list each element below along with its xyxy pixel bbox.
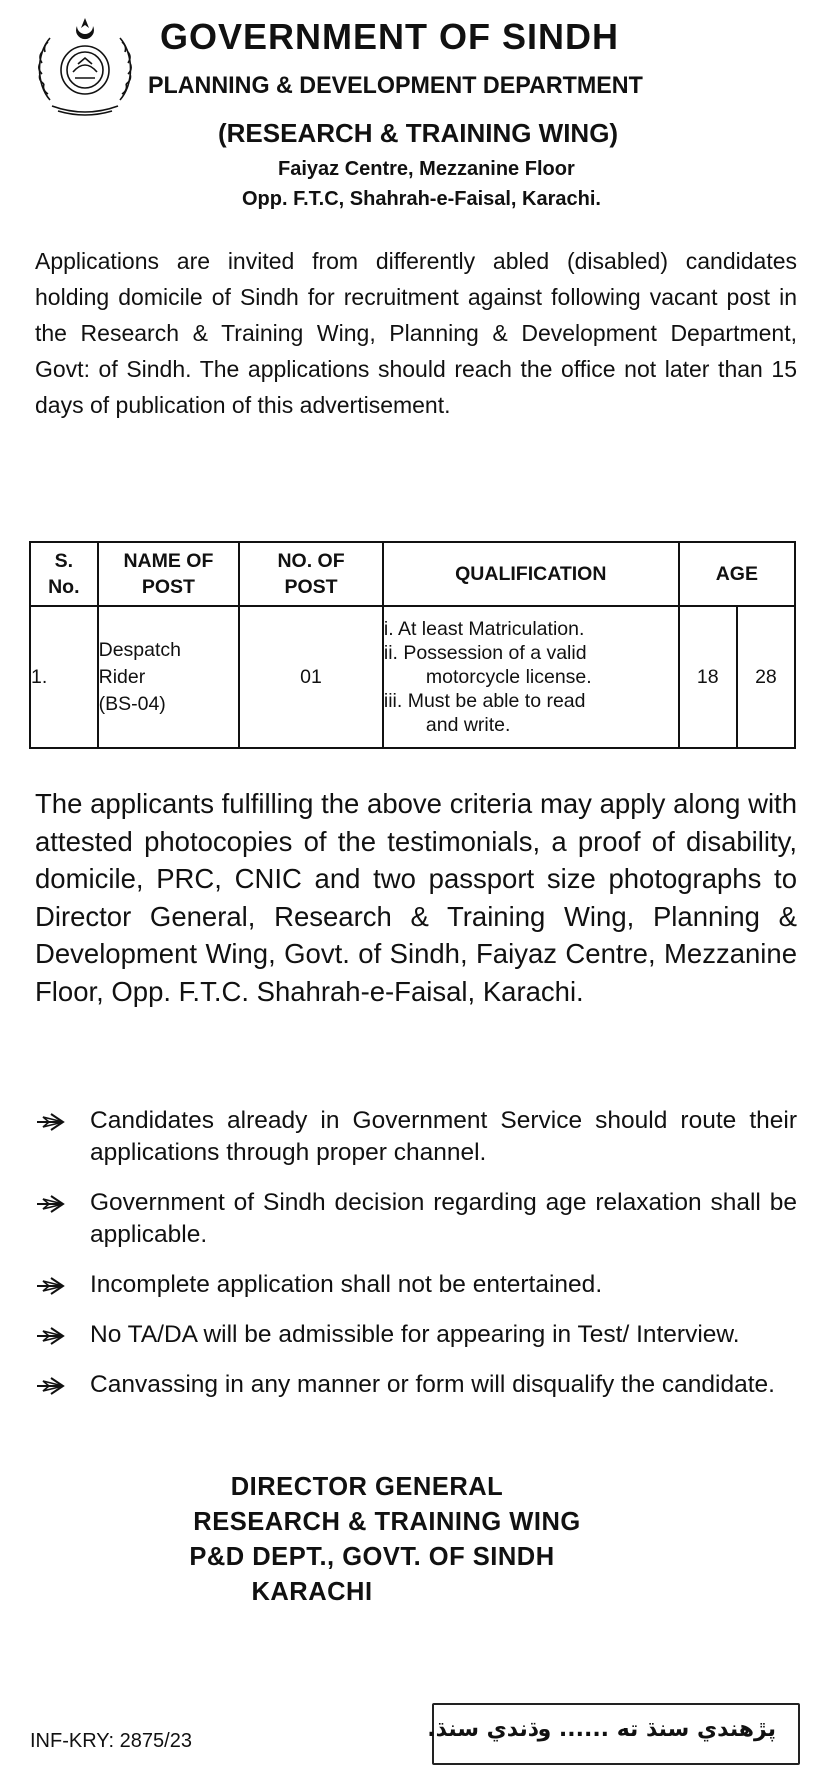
- signature-block: [0, 1470, 824, 1610]
- arrowhead-bullet-icon: [35, 1111, 65, 1133]
- table-header-row: [30, 542, 795, 606]
- intro-paragraph: Applications are invited from differently abled (disabled) candidates holding domicile of Sindh for recruitment against following vacant post in the Research & Training Wing, Planning & Development Department, Govt: of Sindh. The applications should reach the office not later than 15 days of publication of this advertisement.: [35, 248, 797, 418]
- cell-no-of-post: 01: [239, 606, 383, 748]
- cell-sno: 1.: [30, 606, 98, 748]
- arrowhead-bullet-icon: [35, 1375, 65, 1397]
- instructions-paragraph: The applicants fulfilling the above criteria may apply along with attested photocopies of the testimonials, a proof of disability, domicile, PRC, CNIC and two passport size photographs to Director General, Research & Training Wing, Planning & Development Wing, Govt. of Sindh, Faiyaz Centre, Mezzanine Floor, Opp. F.T.C. Shahrah-e-Faisal, Karachi.: [35, 788, 797, 1007]
- header-no-of-post: NO. OF POST: [239, 542, 383, 606]
- list-item: Government of Sindh decision regarding age relaxation shall be applicable.: [35, 1187, 797, 1251]
- list-item: Incomplete application shall not be entertained.: [35, 1269, 797, 1301]
- qualification-1: i. At least Matriculation.: [383, 618, 585, 640]
- signatory-wing: RESEARCH & TRAINING WING: [193, 1508, 581, 1536]
- sindh-emblem-icon: [30, 14, 140, 124]
- qualification-2: ii. Possession of a valid motorcycle license.: [383, 642, 592, 688]
- reference-number: INF-KRY: 2875/23: [30, 1730, 192, 1752]
- header-sno: S. No.: [30, 542, 98, 606]
- cell-age-min: 18: [679, 606, 737, 748]
- table-row: [30, 606, 795, 748]
- address-line-1: Faiyaz Centre, Mezzanine Floor: [278, 158, 575, 180]
- header-title: GOVERNMENT OF SINDH: [160, 16, 620, 57]
- header-qualification: QUALIFICATION: [383, 542, 679, 606]
- cell-age-max: 28: [737, 606, 795, 748]
- list-item: Canvassing in any manner or form will disqualify the candidate.: [35, 1369, 797, 1401]
- list-item: Candidates already in Government Service should route their applications through proper channel.: [35, 1105, 797, 1169]
- cell-post-name: Despatch Rider (BS-04): [98, 606, 240, 748]
- arrowhead-bullet-icon: [35, 1275, 65, 1297]
- signatory-city: KARACHI: [251, 1578, 373, 1606]
- sindhi-slogan: پڙهندي سنڌ ته ...... وڌندي سنڌ.: [427, 1717, 776, 1742]
- list-item: No TA/DA will be admissible for appearing in Test/ Interview.: [35, 1319, 797, 1351]
- arrowhead-bullet-icon: [35, 1325, 65, 1347]
- signatory-department: P&D DEPT., GOVT. OF SINDH: [189, 1543, 555, 1571]
- slogan-box: [427, 1703, 800, 1765]
- header-age: AGE: [679, 542, 795, 606]
- cell-qualification: [383, 606, 679, 748]
- signatory-title: DIRECTOR GENERAL: [230, 1473, 504, 1501]
- conditions-list: [35, 1105, 797, 1419]
- wing-name: (RESEARCH & TRAINING WING): [218, 118, 619, 148]
- department-name: PLANNING & DEVELOPMENT DEPARTMENT: [148, 72, 643, 99]
- qualification-3: iii. Must be able to read and write.: [383, 690, 586, 736]
- address-line-2: Opp. F.T.C, Shahrah-e-Faisal, Karachi.: [242, 188, 601, 210]
- header-name-of-post: NAME OF POST: [98, 542, 240, 606]
- vacancy-table: [29, 541, 796, 749]
- arrowhead-bullet-icon: [35, 1193, 65, 1215]
